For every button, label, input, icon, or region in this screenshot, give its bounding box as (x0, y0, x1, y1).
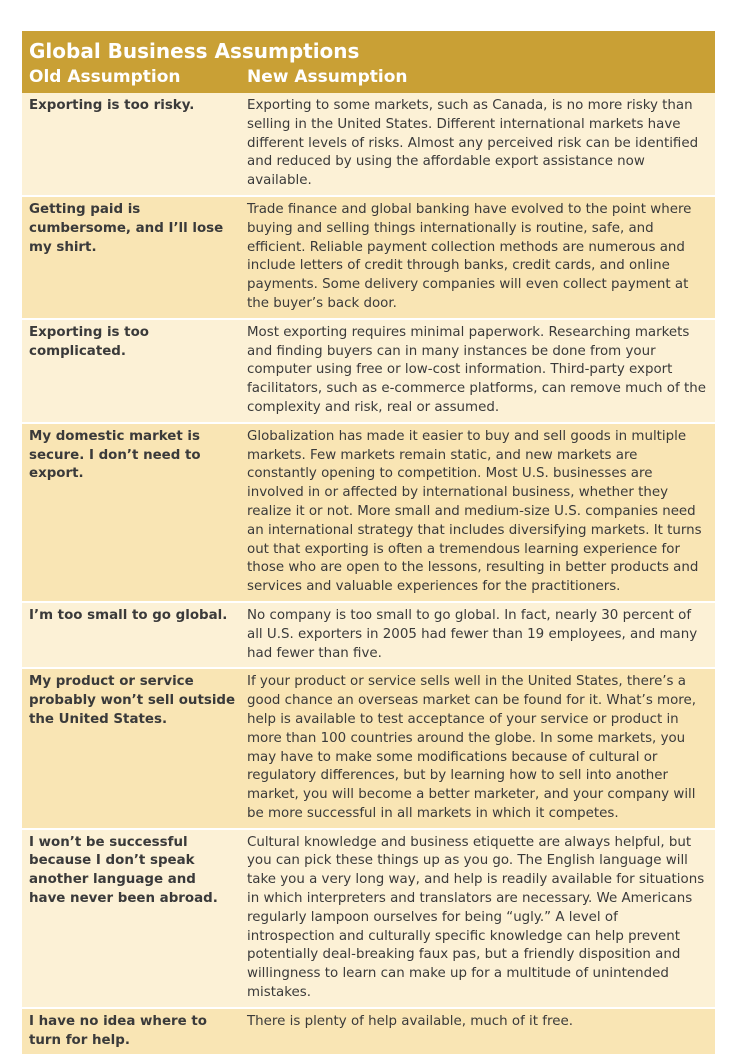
old-assumption-cell: My product or service probably won’t sell outside the United States. (22, 668, 240, 828)
new-assumption-cell: No company is too small to go global. In fact, nearly 30 percent of all U.S. exporters in 2005 had fewer than 19 employees, and many had fewer than five. (240, 602, 715, 668)
old-assumption-cell: My domestic market is secure. I don’t need to export. (22, 423, 240, 602)
old-assumption-cell: I’m too small to go global. (22, 602, 240, 668)
old-assumption-cell: Getting paid is cumbersome, and I’ll lose my shirt. (22, 196, 240, 319)
new-assumption-cell: Cultural knowledge and business etiquette are always helpful, but you can pick these things up as you go. The English language will take you a very long way, and help is readily available for situations in which interpreters and translators are necessary. We Americans regularly lampoon ourselves for being “ugly.” A level of introspection and culturally specific knowledge can help prevent potentially deal-breaking faux pas, but a friendly disposition and willingness to learn can make up for a multitude of unintended mistakes. (240, 829, 715, 1008)
table-row (22, 602, 715, 668)
new-assumption-cell: If your product or service sells well in the United States, there’s a good chance an overseas market can be found for it. What’s more, help is available to test acceptance of your service or product in more than 100 countries around the globe. In some markets, you may have to make some modifications because of cultural or regulatory differences, but by learning how to sell into another market, you will become a better marketer, and your company will be more successful in all markets in which it competes. (240, 668, 715, 828)
new-assumption-cell: Exporting to some markets, such as Canada, is no more risky than selling in the United States. Different international markets have different levels of risks. Almost any perceived risk can be identified and reduced by using the affordable export assistance now available. (240, 93, 715, 196)
old-assumption-cell: Exporting is too complicated. (22, 319, 240, 423)
assumptions-table (22, 31, 715, 1056)
new-assumption-cell: There is plenty of help available, much of it free. (240, 1008, 715, 1056)
table-row (22, 423, 715, 602)
table-row (22, 196, 715, 319)
table-row (22, 319, 715, 423)
old-assumption-cell: I have no idea where to turn for help. (22, 1008, 240, 1056)
new-assumption-cell: Most exporting requires minimal paperwork. Researching markets and finding buyers can in many instances be done from your computer using free or low-cost information. Third-party export facilitators, such as e-commerce platforms, can remove much of the complexity and risk, real or assumed. (240, 319, 715, 423)
table-row (22, 668, 715, 828)
table-row (22, 1008, 715, 1056)
new-assumption-cell: Trade finance and global banking have evolved to the point where buying and selling things internationally is routine, safe, and efficient. Reliable payment collection methods are numerous and include letters of credit through banks, credit cards, and online payments. Some delivery companies will even collect payment at the buyer’s back door. (240, 196, 715, 319)
old-assumption-cell: I won’t be successful because I don’t speak another language and have never been abroad. (22, 829, 240, 1008)
table-row (22, 93, 715, 196)
new-assumption-header: New Assumption (247, 67, 408, 87)
table-title: Global Business Assumptions (29, 39, 360, 63)
title-row (22, 31, 715, 65)
old-assumption-cell: Exporting is too risky. (22, 93, 240, 196)
new-assumption-cell: Globalization has made it easier to buy and sell goods in multiple markets. Few markets remain static, and new markets are constantly opening to competition. Most U.S. businesses are involved in or affected by international business, whether they realize it or not. More small and medium-size U.S. companies need an international strategy that includes diversifying markets. It turns out that exporting is often a tremendous learning experience for those who are open to the lessons, resulting in better products and services and valuable experiences for the practitioners. (240, 423, 715, 602)
table-row (22, 829, 715, 1008)
column-header-row (22, 65, 715, 93)
old-assumption-header: Old Assumption (29, 67, 181, 87)
